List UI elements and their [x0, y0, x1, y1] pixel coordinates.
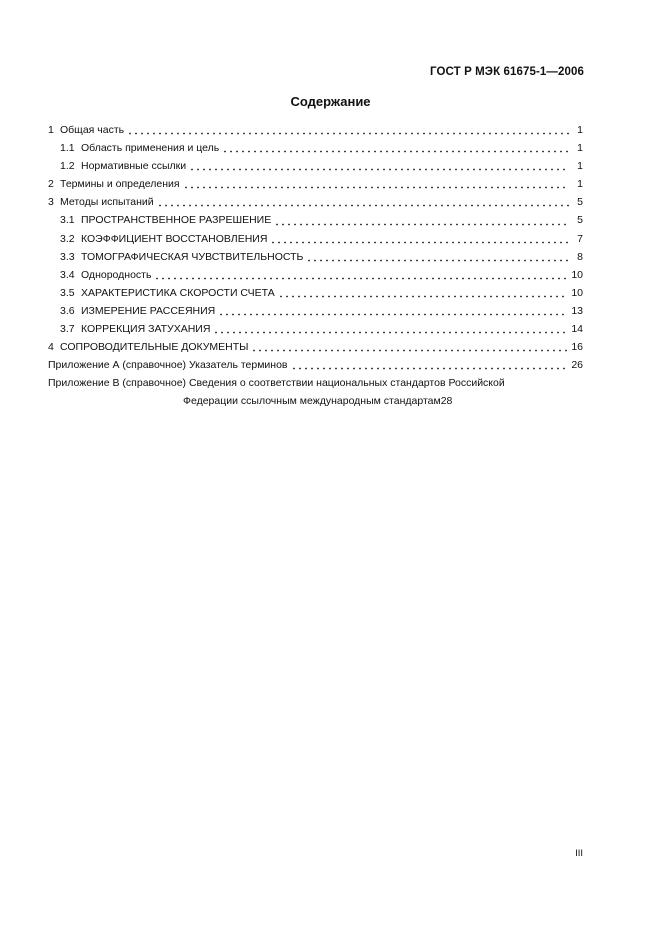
- toc-entry-label: СОПРОВОДИТЕЛЬНЫЕ ДОКУМЕНТЫ: [60, 341, 249, 354]
- toc-entry-3-7[interactable]: [48, 320, 583, 338]
- toc-entry-page: 14: [571, 323, 583, 336]
- toc-entry-label: Нормативные ссылки: [81, 160, 187, 173]
- toc-entry-label: ХАРАКТЕРИСТИКА СКОРОСТИ СЧЕТА: [81, 286, 275, 299]
- toc-leader-dots: [278, 287, 568, 299]
- toc-title: Содержание: [290, 94, 371, 109]
- toc-entries: [48, 121, 583, 356]
- toc-leader-dots: [154, 269, 567, 281]
- toc-entry-label-line2: Федерации ссылочным международным стандартам: [183, 395, 441, 408]
- toc-entry-appendix-b-continued[interactable]: [48, 392, 583, 410]
- toc-entry-label: КОРРЕКЦИЯ ЗАТУХАНИЯ: [81, 323, 211, 336]
- toc-entry-1[interactable]: [48, 121, 583, 139]
- toc-entry-4[interactable]: [48, 338, 583, 356]
- toc-entry-page: 28: [440, 395, 453, 408]
- toc-leader-dots: [183, 178, 569, 190]
- toc-entry-number: 3.5: [60, 286, 75, 299]
- toc-entry-label: Методы испытаний: [60, 196, 154, 209]
- toc-entry-number: 1: [48, 124, 54, 136]
- toc-entry-page: 1: [577, 124, 583, 136]
- toc-leader-dots: [251, 341, 567, 353]
- toc-entry-1-2[interactable]: [48, 157, 583, 175]
- toc-entry-number: 3.2: [60, 232, 75, 245]
- table-of-contents: [48, 121, 583, 411]
- toc-entry-number: 4: [48, 341, 54, 354]
- toc-entry-2[interactable]: [48, 175, 583, 193]
- document-code: ГОСТ Р МЭК 61675-1—2006: [430, 66, 584, 78]
- toc-entry-label: Термины и определения: [60, 178, 180, 191]
- toc-entry-number: 3.7: [60, 323, 75, 336]
- toc-entry-page: 10: [571, 268, 583, 281]
- toc-entry-page: 10: [571, 286, 583, 299]
- toc-entry-page: 7: [577, 232, 583, 245]
- toc-entry-number: 3.6: [60, 304, 75, 317]
- toc-leader-dots: [222, 142, 569, 154]
- toc-entry-3-4[interactable]: [48, 266, 583, 284]
- toc-leader-dots: [189, 160, 569, 172]
- toc-entry-number: 3.1: [60, 214, 75, 227]
- toc-entry-number: 3.4: [60, 268, 75, 281]
- toc-entry-number: 1.1: [60, 142, 75, 155]
- toc-entry-label: ИЗМЕРЕНИЕ РАССЕЯНИЯ: [81, 304, 216, 317]
- toc-entry-number: 3.3: [60, 250, 75, 263]
- toc-leader-dots: [127, 124, 569, 136]
- toc-entry-label-line1: Приложение В (справочное) Сведения о соответствии национальных стандартов Российской: [48, 377, 505, 390]
- toc-entry-label: Область применения и цель: [81, 142, 220, 155]
- toc-entry-3-1[interactable]: [48, 211, 583, 229]
- toc-entry-3-3[interactable]: [48, 248, 583, 266]
- toc-entry-page: 1: [577, 142, 583, 155]
- toc-entry-label: Однородность: [81, 268, 152, 281]
- toc-leader-dots: [291, 359, 568, 371]
- toc-entry-label: КОЭФФИЦИЕНТ ВОССТАНОВЛЕНИЯ: [81, 232, 268, 245]
- toc-entry-page: 8: [577, 250, 583, 263]
- toc-entry-label: Общая часть: [60, 124, 125, 136]
- toc-entry-page: 1: [577, 160, 583, 173]
- toc-entry-label: ТОМОГРАФИЧЕСКАЯ ЧУВСТВИТЕЛЬНОСТЬ: [81, 250, 304, 263]
- toc-entry-1-1[interactable]: [48, 139, 583, 157]
- page-number: III: [575, 848, 583, 859]
- toc-entry-appendix-a[interactable]: [48, 356, 583, 374]
- toc-entry-number: 2: [48, 178, 54, 191]
- toc-entry-page: 5: [577, 196, 583, 209]
- toc-entry-3-5[interactable]: [48, 284, 583, 302]
- toc-leader-dots: [306, 251, 569, 263]
- toc-leader-dots: [270, 233, 569, 245]
- toc-leader-dots: [218, 305, 567, 317]
- toc-entry-label: Приложение А (справочное) Указатель терминов: [48, 359, 288, 372]
- toc-entry-label: ПРОСТРАНСТВЕННОЕ РАЗРЕШЕНИЕ: [81, 214, 272, 227]
- toc-entry-page: 1: [577, 178, 583, 191]
- toc-leader-dots: [213, 323, 567, 335]
- toc-entry-page: 5: [577, 214, 583, 227]
- toc-entry-appendix-b[interactable]: [48, 374, 583, 392]
- toc-entry-number: 1.2: [60, 160, 75, 173]
- toc-entry-3-6[interactable]: [48, 302, 583, 320]
- toc-entry-3[interactable]: [48, 193, 583, 211]
- toc-entry-number: 3: [48, 196, 54, 209]
- toc-entry-page: 13: [571, 304, 583, 317]
- toc-entry-page: 26: [571, 359, 583, 372]
- toc-entry-page: 16: [571, 341, 583, 354]
- toc-leader-dots: [157, 196, 569, 208]
- toc-leader-dots: [274, 215, 569, 227]
- toc-entry-3-2[interactable]: [48, 230, 583, 248]
